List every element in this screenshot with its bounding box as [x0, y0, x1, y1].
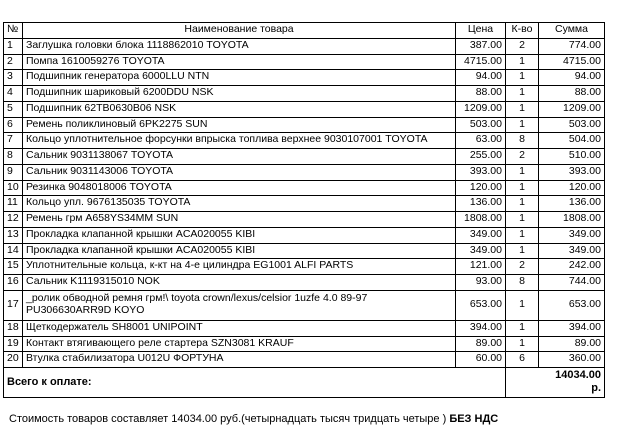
cell-item-name: Втулка стабилизатора U012U ФОРТУНА [23, 352, 456, 368]
column-header-qty: К-во [506, 23, 539, 39]
table-row [4, 212, 605, 228]
cell-item-name: Кольцо упл. 9676135035 TOYOTA [23, 196, 456, 212]
cell-sum: 120.00 [539, 180, 605, 196]
cell-item-name: Прокладка клапанной крышки ACA020055 KIBI [23, 227, 456, 243]
cell-quantity: 1 [506, 86, 539, 102]
table-row [4, 86, 605, 102]
table-row [4, 117, 605, 133]
cell-item-name: Уплотнительные кольца, к-кт на 4-е цилиндра EG1001 ALFI PARTS [23, 259, 456, 275]
cell-quantity: 2 [506, 259, 539, 275]
table-row [4, 149, 605, 165]
cell-number: 10 [4, 180, 23, 196]
cell-sum: 242.00 [539, 259, 605, 275]
table-row [4, 275, 605, 291]
cell-quantity: 1 [506, 243, 539, 259]
cell-quantity: 1 [506, 70, 539, 86]
cell-number: 14 [4, 243, 23, 259]
cell-quantity: 1 [506, 117, 539, 133]
table-row [4, 243, 605, 259]
cell-quantity: 1 [506, 212, 539, 228]
cell-item-name-line2: PU306630ARR9D KOYO [26, 303, 145, 316]
cell-sum: 349.00 [539, 227, 605, 243]
cell-number: 13 [4, 227, 23, 243]
cell-price: 88.00 [456, 86, 506, 102]
cell-price: 393.00 [456, 164, 506, 180]
cell-quantity: 1 [506, 164, 539, 180]
table-row [4, 101, 605, 117]
table-row [4, 352, 605, 368]
total-amount: 14034.00 [555, 369, 601, 382]
table-row [4, 227, 605, 243]
cell-number: 18 [4, 320, 23, 336]
cell-item-name-line1: _ролик обводной ремня грм!\ toyota crown/lexus/celsior 1uzfe 4.0 89-97 [26, 292, 368, 304]
table-row [4, 320, 605, 336]
cell-item-name: Кольцо уплотнительное форсунки впрыска топлива верхнее 9030107001 TOYOTA [23, 133, 456, 149]
table-footer [4, 368, 605, 398]
table-header [4, 23, 605, 39]
cell-price: 94.00 [456, 70, 506, 86]
cell-quantity: 1 [506, 227, 539, 243]
cell-number: 12 [4, 212, 23, 228]
cell-price: 387.00 [456, 38, 506, 54]
cell-number: 2 [4, 54, 23, 70]
table-row [4, 54, 605, 70]
cell-price: 93.00 [456, 275, 506, 291]
table-header-row [4, 23, 605, 39]
cell-number: 6 [4, 117, 23, 133]
cell-quantity: 1 [506, 336, 539, 352]
table-row [4, 196, 605, 212]
cell-number: 16 [4, 275, 23, 291]
cell-quantity: 6 [506, 352, 539, 368]
column-header-name: Наименование товара [23, 23, 456, 39]
cell-number: 20 [4, 352, 23, 368]
column-header-number: № [4, 23, 23, 39]
cell-quantity: 2 [506, 38, 539, 54]
cell-item-name: Прокладка клапанной крышки ACA020055 KIBI [23, 243, 456, 259]
cell-price: 349.00 [456, 243, 506, 259]
total-value [506, 368, 605, 398]
cell-item-name: Ремень поликлиновый 6PK2275 SUN [23, 117, 456, 133]
cell-price: 1209.00 [456, 101, 506, 117]
cell-number: 9 [4, 164, 23, 180]
cell-item-name: Ремень грм A658YS34MM SUN [23, 212, 456, 228]
cell-item-name: Подшипник 62TB0630B06 NSK [23, 101, 456, 117]
cell-item-name: Резинка 9048018006 TOYOTA [23, 180, 456, 196]
cell-item-name: Щеткодержатель SH8001 UNIPOINT [23, 320, 456, 336]
cell-number: 11 [4, 196, 23, 212]
cell-sum: 774.00 [539, 38, 605, 54]
cell-item-name: Подшипник шариковый 6200DDU NSK [23, 86, 456, 102]
cell-item-name: Сальник K1119315010 NOK [23, 275, 456, 291]
cell-sum: 503.00 [539, 117, 605, 133]
cell-number: 8 [4, 149, 23, 165]
cell-number: 17 [4, 290, 23, 320]
invoice-table [3, 22, 605, 398]
cell-sum: 393.00 [539, 164, 605, 180]
cell-quantity: 1 [506, 196, 539, 212]
cell-number: 1 [4, 38, 23, 54]
footer-note-vat: БЕЗ НДС [449, 413, 499, 425]
cell-quantity: 8 [506, 275, 539, 291]
table-body [4, 38, 605, 367]
cell-price: 60.00 [456, 352, 506, 368]
cell-sum: 394.00 [539, 320, 605, 336]
cell-price: 120.00 [456, 180, 506, 196]
table-row [4, 336, 605, 352]
cell-price: 1808.00 [456, 212, 506, 228]
cell-item-name: Контакт втягивающего реле стартера SZN3081 KRAUF [23, 336, 456, 352]
table-row [4, 259, 605, 275]
cell-sum: 89.00 [539, 336, 605, 352]
cell-quantity: 1 [506, 320, 539, 336]
cell-price: 653.00 [456, 290, 506, 320]
cell-item-name [23, 290, 456, 320]
column-header-price: Цена [456, 23, 506, 39]
total-label: Всего к оплате: [4, 368, 506, 398]
cell-price: 503.00 [456, 117, 506, 133]
cell-number: 3 [4, 70, 23, 86]
table-row [4, 38, 605, 54]
cell-item-name: Сальник 9031143006 TOYOTA [23, 164, 456, 180]
cell-quantity: 1 [506, 101, 539, 117]
cell-price: 255.00 [456, 149, 506, 165]
cell-sum: 1808.00 [539, 212, 605, 228]
table-row [4, 290, 605, 320]
total-currency: р. [591, 382, 601, 394]
cell-item-name: Сальник 9031138067 TOYOTA [23, 149, 456, 165]
footer-note-text: Стоимость товаров составляет 14034.00 руб.(четырнадцать тысяч тридцать четыре ) [9, 413, 447, 425]
cell-sum: 360.00 [539, 352, 605, 368]
cell-sum: 349.00 [539, 243, 605, 259]
cell-price: 394.00 [456, 320, 506, 336]
footer-note [9, 413, 604, 426]
cell-sum: 88.00 [539, 86, 605, 102]
cell-quantity: 1 [506, 54, 539, 70]
table-row [4, 164, 605, 180]
column-header-sum: Сумма [539, 23, 605, 39]
cell-sum: 744.00 [539, 275, 605, 291]
cell-sum: 94.00 [539, 70, 605, 86]
total-row [4, 368, 605, 398]
cell-quantity: 1 [506, 290, 539, 320]
cell-sum: 510.00 [539, 149, 605, 165]
cell-number: 15 [4, 259, 23, 275]
cell-item-name: Помпа 1610059276 TOYOTA [23, 54, 456, 70]
cell-price: 136.00 [456, 196, 506, 212]
cell-sum: 653.00 [539, 290, 605, 320]
cell-number: 4 [4, 86, 23, 102]
cell-price: 4715.00 [456, 54, 506, 70]
cell-price: 63.00 [456, 133, 506, 149]
cell-quantity: 8 [506, 133, 539, 149]
cell-sum: 136.00 [539, 196, 605, 212]
cell-quantity: 1 [506, 180, 539, 196]
cell-item-name: Заглушка головки блока 1118862010 TOYOTA [23, 38, 456, 54]
table-row [4, 180, 605, 196]
cell-price: 89.00 [456, 336, 506, 352]
cell-sum: 1209.00 [539, 101, 605, 117]
cell-quantity: 2 [506, 149, 539, 165]
cell-number: 5 [4, 101, 23, 117]
cell-sum: 4715.00 [539, 54, 605, 70]
cell-price: 349.00 [456, 227, 506, 243]
table-row [4, 133, 605, 149]
cell-price: 121.00 [456, 259, 506, 275]
cell-number: 19 [4, 336, 23, 352]
table-row [4, 70, 605, 86]
cell-number: 7 [4, 133, 23, 149]
cell-sum: 504.00 [539, 133, 605, 149]
cell-item-name: Подшипник генератора 6000LLU NTN [23, 70, 456, 86]
